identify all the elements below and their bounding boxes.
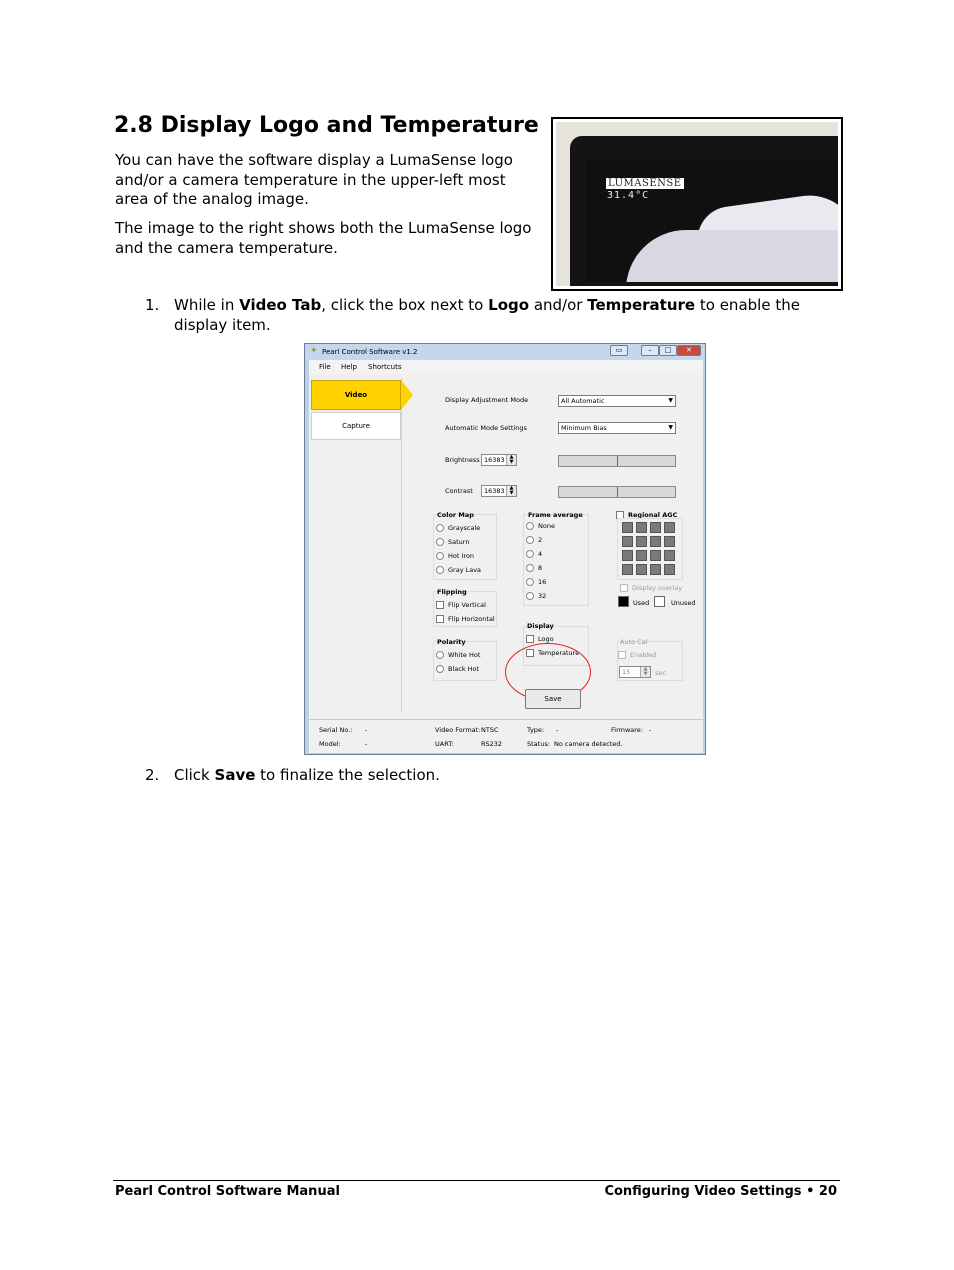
auto-cal-title: Auto Cal bbox=[620, 638, 648, 646]
window-title: Pearl Control Software v1.2 bbox=[322, 348, 418, 356]
menu-help[interactable]: Help bbox=[341, 363, 357, 371]
temperature-checkbox[interactable]: Temperature bbox=[526, 649, 579, 657]
agc-region-grid[interactable] bbox=[622, 522, 682, 578]
step-text: While in Video Tab, click the box next to Logo and/or Temperature to enable the display item. bbox=[174, 296, 800, 334]
radio-black-hot[interactable]: Black Hot bbox=[436, 665, 479, 673]
polarity-group bbox=[433, 641, 497, 681]
logo-checkbox[interactable]: Logo bbox=[526, 635, 554, 643]
contrast-input[interactable]: 16383 ▲ ▼ bbox=[481, 485, 517, 497]
footer-right: Configuring Video Settings • 20 bbox=[604, 1184, 837, 1199]
maximize-button[interactable]: □ bbox=[659, 345, 677, 356]
radio-gray-lava[interactable]: Gray Lava bbox=[436, 566, 481, 574]
menu-shortcuts[interactable]: Shortcuts bbox=[368, 363, 402, 371]
step-number: 2. bbox=[145, 766, 160, 784]
chevron-down-icon: ▼ bbox=[668, 397, 673, 404]
color-map-title: Color Map bbox=[437, 511, 474, 519]
radio-frame-4[interactable]: 4 bbox=[526, 550, 542, 558]
serial-value: - bbox=[365, 726, 368, 734]
video-format-label: Video Format: bbox=[435, 726, 481, 734]
status-label: Status: bbox=[527, 740, 550, 748]
overlay-logo: LUMASENSE bbox=[608, 178, 682, 189]
used-swatch bbox=[618, 596, 629, 607]
type-label: Type: bbox=[527, 726, 545, 734]
status-bar bbox=[309, 719, 703, 753]
flip-horizontal-checkbox[interactable]: Flip Horizontal bbox=[436, 615, 495, 623]
status-value: No camera detected. bbox=[554, 740, 623, 748]
auto-mode-select[interactable]: Minimum Bias ▼ bbox=[558, 422, 676, 434]
keyboard-icon[interactable]: ▭ bbox=[610, 345, 628, 356]
overlay-temperature: 31.4°C bbox=[607, 190, 650, 201]
footer-left: Pearl Control Software Manual bbox=[115, 1184, 340, 1199]
active-tab-arrow bbox=[401, 380, 413, 410]
intro-paragraph-1: You can have the software display a LumaSense logo and/or a camera temperature in the upper-left most area of the analog image. bbox=[115, 151, 513, 208]
app-icon: ✦ bbox=[310, 346, 318, 356]
polarity-title: Polarity bbox=[437, 638, 466, 646]
intro-paragraph-2: The image to the right shows both the LumaSense logo and the camera temperature. bbox=[115, 219, 532, 257]
tab-video[interactable]: Video bbox=[311, 380, 401, 410]
used-label: Used bbox=[633, 599, 650, 607]
radio-hot-iron[interactable]: Hot Iron bbox=[436, 552, 474, 560]
client-area bbox=[309, 374, 703, 752]
display-adjustment-label: Display Adjustment Mode bbox=[445, 396, 529, 404]
auto-cal-interval-input[interactable]: 15 ▲ ▼ bbox=[619, 666, 651, 678]
firmware-value: - bbox=[649, 726, 652, 734]
display-title: Display bbox=[527, 622, 554, 630]
auto-mode-label: Automatic Mode Settings bbox=[445, 424, 527, 432]
radio-frame-32[interactable]: 32 bbox=[526, 592, 546, 600]
radio-white-hot[interactable]: White Hot bbox=[436, 651, 480, 659]
close-button[interactable]: ✕ bbox=[677, 345, 701, 356]
title-bar bbox=[305, 344, 705, 360]
save-button[interactable]: Save bbox=[525, 689, 581, 709]
brightness-slider[interactable] bbox=[558, 455, 676, 467]
uart-label: UART: bbox=[435, 740, 454, 748]
unused-label: Unused bbox=[671, 599, 696, 607]
contrast-label: Contrast bbox=[445, 487, 473, 495]
analog-image bbox=[586, 160, 838, 282]
radio-frame-16[interactable]: 16 bbox=[526, 578, 546, 586]
auto-cal-enabled-checkbox[interactable]: Enabled bbox=[618, 651, 656, 659]
serial-label: Serial No.: bbox=[319, 726, 353, 734]
unused-swatch bbox=[654, 596, 665, 607]
regional-agc-checkbox[interactable]: Regional AGC bbox=[616, 511, 677, 519]
radio-grayscale[interactable]: Grayscale bbox=[436, 524, 480, 532]
flipping-title: Flipping bbox=[437, 588, 467, 596]
radio-saturn[interactable]: Saturn bbox=[436, 538, 469, 546]
radio-frame-2[interactable]: 2 bbox=[526, 536, 542, 544]
firmware-label: Firmware: bbox=[611, 726, 643, 734]
contrast-slider[interactable] bbox=[558, 486, 676, 498]
tab-pane bbox=[311, 378, 402, 712]
model-value: - bbox=[365, 740, 368, 748]
uart-value: RS232 bbox=[481, 740, 503, 748]
page-title: 2.8 Display Logo and Temperature bbox=[114, 113, 539, 138]
chevron-down-icon: ▼ bbox=[668, 424, 673, 431]
step-text: Click Save to finalize the selection. bbox=[174, 766, 440, 784]
display-adjustment-select[interactable]: All Automatic ▼ bbox=[558, 395, 676, 407]
menu-bar bbox=[309, 360, 703, 374]
tab-capture[interactable]: Capture bbox=[311, 412, 401, 440]
menu-file[interactable]: File bbox=[319, 363, 331, 371]
frame-average-title: Frame average bbox=[528, 511, 583, 519]
model-label: Model: bbox=[319, 740, 341, 748]
video-format-value: NTSC bbox=[481, 726, 499, 734]
flip-vertical-checkbox[interactable]: Flip Vertical bbox=[436, 601, 486, 609]
auto-cal-unit: sec bbox=[655, 669, 666, 677]
app-window bbox=[304, 343, 706, 755]
step-number: 1. bbox=[145, 296, 160, 314]
brightness-input[interactable]: 16383 ▲ ▼ bbox=[481, 454, 517, 466]
minimize-button[interactable]: – bbox=[641, 345, 659, 356]
type-value: - bbox=[556, 726, 559, 734]
brightness-label: Brightness bbox=[445, 456, 480, 464]
radio-frame-8[interactable]: 8 bbox=[526, 564, 542, 572]
footer-rule bbox=[113, 1180, 840, 1181]
camera-photo bbox=[551, 117, 843, 291]
display-overlay-checkbox[interactable]: Display overlay bbox=[620, 584, 682, 592]
radio-frame-none[interactable]: None bbox=[526, 522, 555, 530]
